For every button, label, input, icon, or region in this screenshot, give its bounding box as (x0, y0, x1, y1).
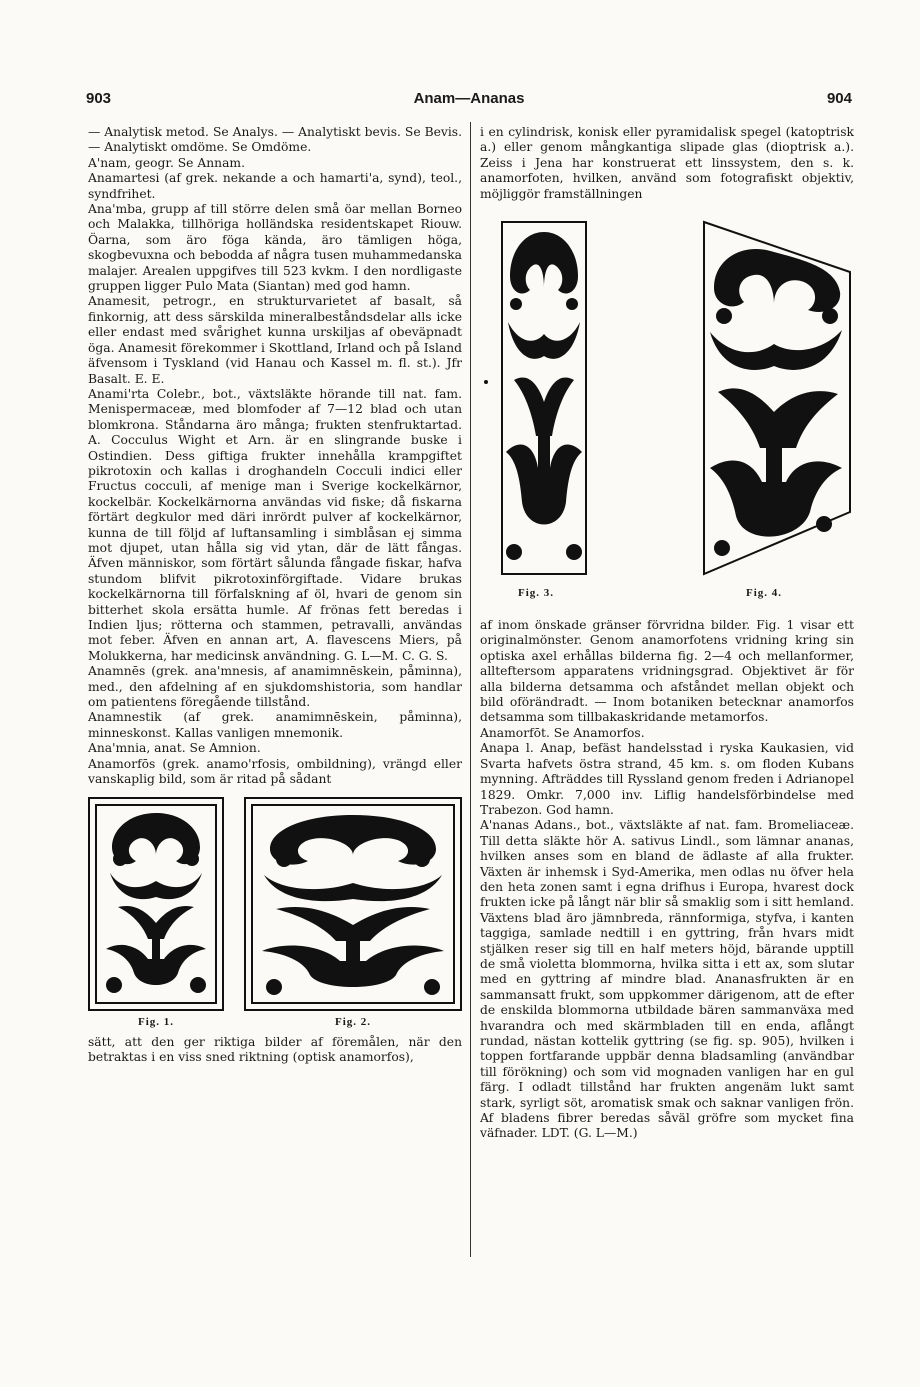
entry-anamnestik: Anamnestik (af grek. anamimnēskein, påminna), minneskonst. Kallas vanligen mnemonik. (88, 710, 462, 740)
page-number-right: 904 (826, 90, 852, 107)
entry-anamnes: Anamnēs (grek. ana'mnesis, af anamimnēskein, påminna), med., den afdelning af en sjukdomshistoria, som handlar om patientens föregående tillstånd. (88, 664, 462, 710)
running-title: Anam—Ananas (413, 90, 525, 107)
entry-anamesit: Anamesit, petrogr., en strukturvarietet af basalt, så finkornig, att dess särskilda mineralbeståndsdelar alls icke eller endast med svårighet kunna urskiljas af obeväpnadt öga. Anamesit förekommer i Skottland, Irland och på Island äfvensom i Tyskland (vid Hanau och Kassel m. fl. st.). Jfr Basalt. E. E. (88, 294, 462, 386)
figure-4-caption: Fig. 4. (745, 587, 783, 600)
entry-anamorfos-cont-right: i en cylindrisk, konisk eller pyramidalisk spegel (katoptrisk a.) eller genom mångkantiga slipade glas (dioptrisk a.). Zeiss i Jena har konstruerat ett linssystem, den s. k. anamorfoten, hvilken, använd som fotografiskt objektiv, möjliggör framställningen (480, 125, 854, 201)
figure-1 (88, 797, 224, 1030)
page-number-left: 903 (86, 90, 112, 107)
figure-1-caption: Fig. 1. (137, 1016, 175, 1029)
entry-analytisk: — Analytisk metod. Se Analys. — Analytiskt bevis. Se Bevis. — Analytiskt omdöme. Se Omdöme. (88, 125, 462, 155)
figure-3 (480, 212, 592, 612)
figure-4 (674, 212, 854, 612)
entry-anamartesi: Anamartesi (af grek. nekande a och hamarti'a, synd), teol., syndfrihet. (88, 171, 462, 201)
left-column (88, 125, 462, 1066)
ornament-figure-2 (244, 797, 462, 1011)
figure-3-caption: Fig. 3. (517, 587, 555, 600)
entry-anamba: Ana'mba, grupp af till större delen små öar mellan Borneo och Malakka, tillhöriga holländska residentskapet Riouw. Öarna, som äro föga kända, äro tämligen höga, skogbevuxna och bebodda af några tusen muhammedanska malajer. Arealen uppgifves till 523 kvkm. I den nordligaste gruppen ligger Pulo Mata (Siantan) med god hamn. (88, 202, 462, 294)
ornament-figure-1 (88, 797, 224, 1011)
entry-anamnia: Ana'mnia, anat. Se Amnion. (88, 741, 261, 756)
column-divider (470, 122, 471, 1257)
entry-anamorfos: Anamorfōs (grek. anamo'rfosis, ombildning), vrängd eller vanskaplig bild, som är ritad på sådant (88, 756, 462, 787)
figures-1-2 (88, 797, 462, 1030)
entry-anamorfot: Anamorfōt. Se Anamorfos. (480, 725, 645, 740)
entry-anamorfos-continued: sätt, att den ger riktiga bilder af föremålen, när den betraktas i en viss sned riktning (optisk anamorfos), (88, 1034, 462, 1065)
figure-2 (244, 797, 462, 1030)
ornament-figure-3 (480, 212, 592, 582)
figures-3-4 (480, 212, 854, 612)
ornament-figure-4 (674, 212, 854, 582)
right-column (480, 125, 854, 1142)
entry-anapa: Anapa l. Anap, befäst handelsstad i ryska Kaukasien, vid Svarta hafvets östra strand, 45 km. s. om floden Kubans mynning. Afträddes till Ryssland genom freden i Adrianopel 1829. Omkr. 7,000 inv. Liflig handelsförbindelse med Trabezon. God hamn. (480, 741, 854, 817)
entry-ananas: A'nanas Adans., bot., växtsläkte af nat. fam. Bromeliaceæ. Till detta släkte hör A. sativus Lindl., som lämnar ananas, hvilken anses som en bland de ädlaste af alla frukter. Växten är inhemsk i Syd-Amerika, men odlas nu öfver hela den heta zonen samt i egna drifhus i Europa, hvarest dock frukten icke på långt när blir så smaklig som i sitt hemland. Växtens blad äro jämnbreda, rännformiga, styfva, i kanten taggiga, samlade nedtill i en gyttring, från hvars midt stjälken reser sig till en half meters höjd, bärande upptill de små violetta blommorna, hvilka sitta i ett ax, som slutar med en gyttring af mindre blad. Ananasfrukten är en sammansatt frukt, som uppkommer därigenom, att de efter de enskilda blommorna utbildade bären sammanväxa med hvarandra och med skärmbladen till en enda, aflångt rundad, nästan kottelik gyttring (se fig. sp. 905), hvilken i toppen fortfarande uppbär denna bladsamling (användbar till förökning) och som vid mognaden vanligen har en gul färg. I odladt tillstånd har frukten angenäm lukt samt stark, syrligt söt, aromatisk smak och saknar vanligen frön. Af bladens fibrer beredas såväl gröfre som mycket fina väfnader. LDT. (G. L—M.) (480, 818, 854, 1141)
entry-anamirta: Anami'rta Colebr., bot., växtsläkte hörande till nat. fam. Menispermaceæ, med blomfoder af 7—12 blad och utan blomkrona. Ståndarna äro många; frukten stenfruktartad. A. Cocculus Wight et Arn. är en slingrande buske i Ostindien. Dess giftiga frukter innehålla krampgiftet pikrotoxin och kallas i droghandeln Cocculi indici eller Fructus cocculi, af menige man i Sverige kockelkärnor, kockelbär. Kockelkärnorna användas vid fiske; då fiskarna förtärt degkulor med däri inrördt pulver af kockelkärnor, kunna de till följd af luftansamling i simblåsan ej simma mot djupet, utan hålla sig vid ytan, där de lätt fångas. Äfven människor, som förtärt sålunda fångade fiskar, hafva stundom blifvit pikrotoxinförgiftade. Vidare brukas kockelkärnorna till förfalskning af öl, hvari de genom sin bitterhet skola ersätta humle. Af frönas fett beredas i Indien ljus; rötterna och stammen, petravalli, användas mot feber. Äfven en annan art, A. flavescens Miers, på Molukkerna, har medicinsk användning. G. L—M. C. G. S. (88, 386, 462, 663)
figure-2-caption: Fig. 2. (334, 1016, 372, 1029)
entry-anam: A'nam, geogr. Se Annam. (88, 155, 245, 170)
entry-anamorfos-end: af inom önskade gränser förvridna bilder. Fig. 1 visar ett originalmönster. Genom anamorfotens vridning kring sin optiska axel erhållas bilderna fig. 2—4 och mellanformer, allteftersom apparatens vridningsgrad. Objektivet är för alla bilderna detsamma och afståndet mellan objekt och bild oförändradt. — Inom botaniken betecknar anamorfos detsamma som tillbakaskridande metamorfos. (480, 618, 854, 725)
page-header (86, 90, 852, 114)
